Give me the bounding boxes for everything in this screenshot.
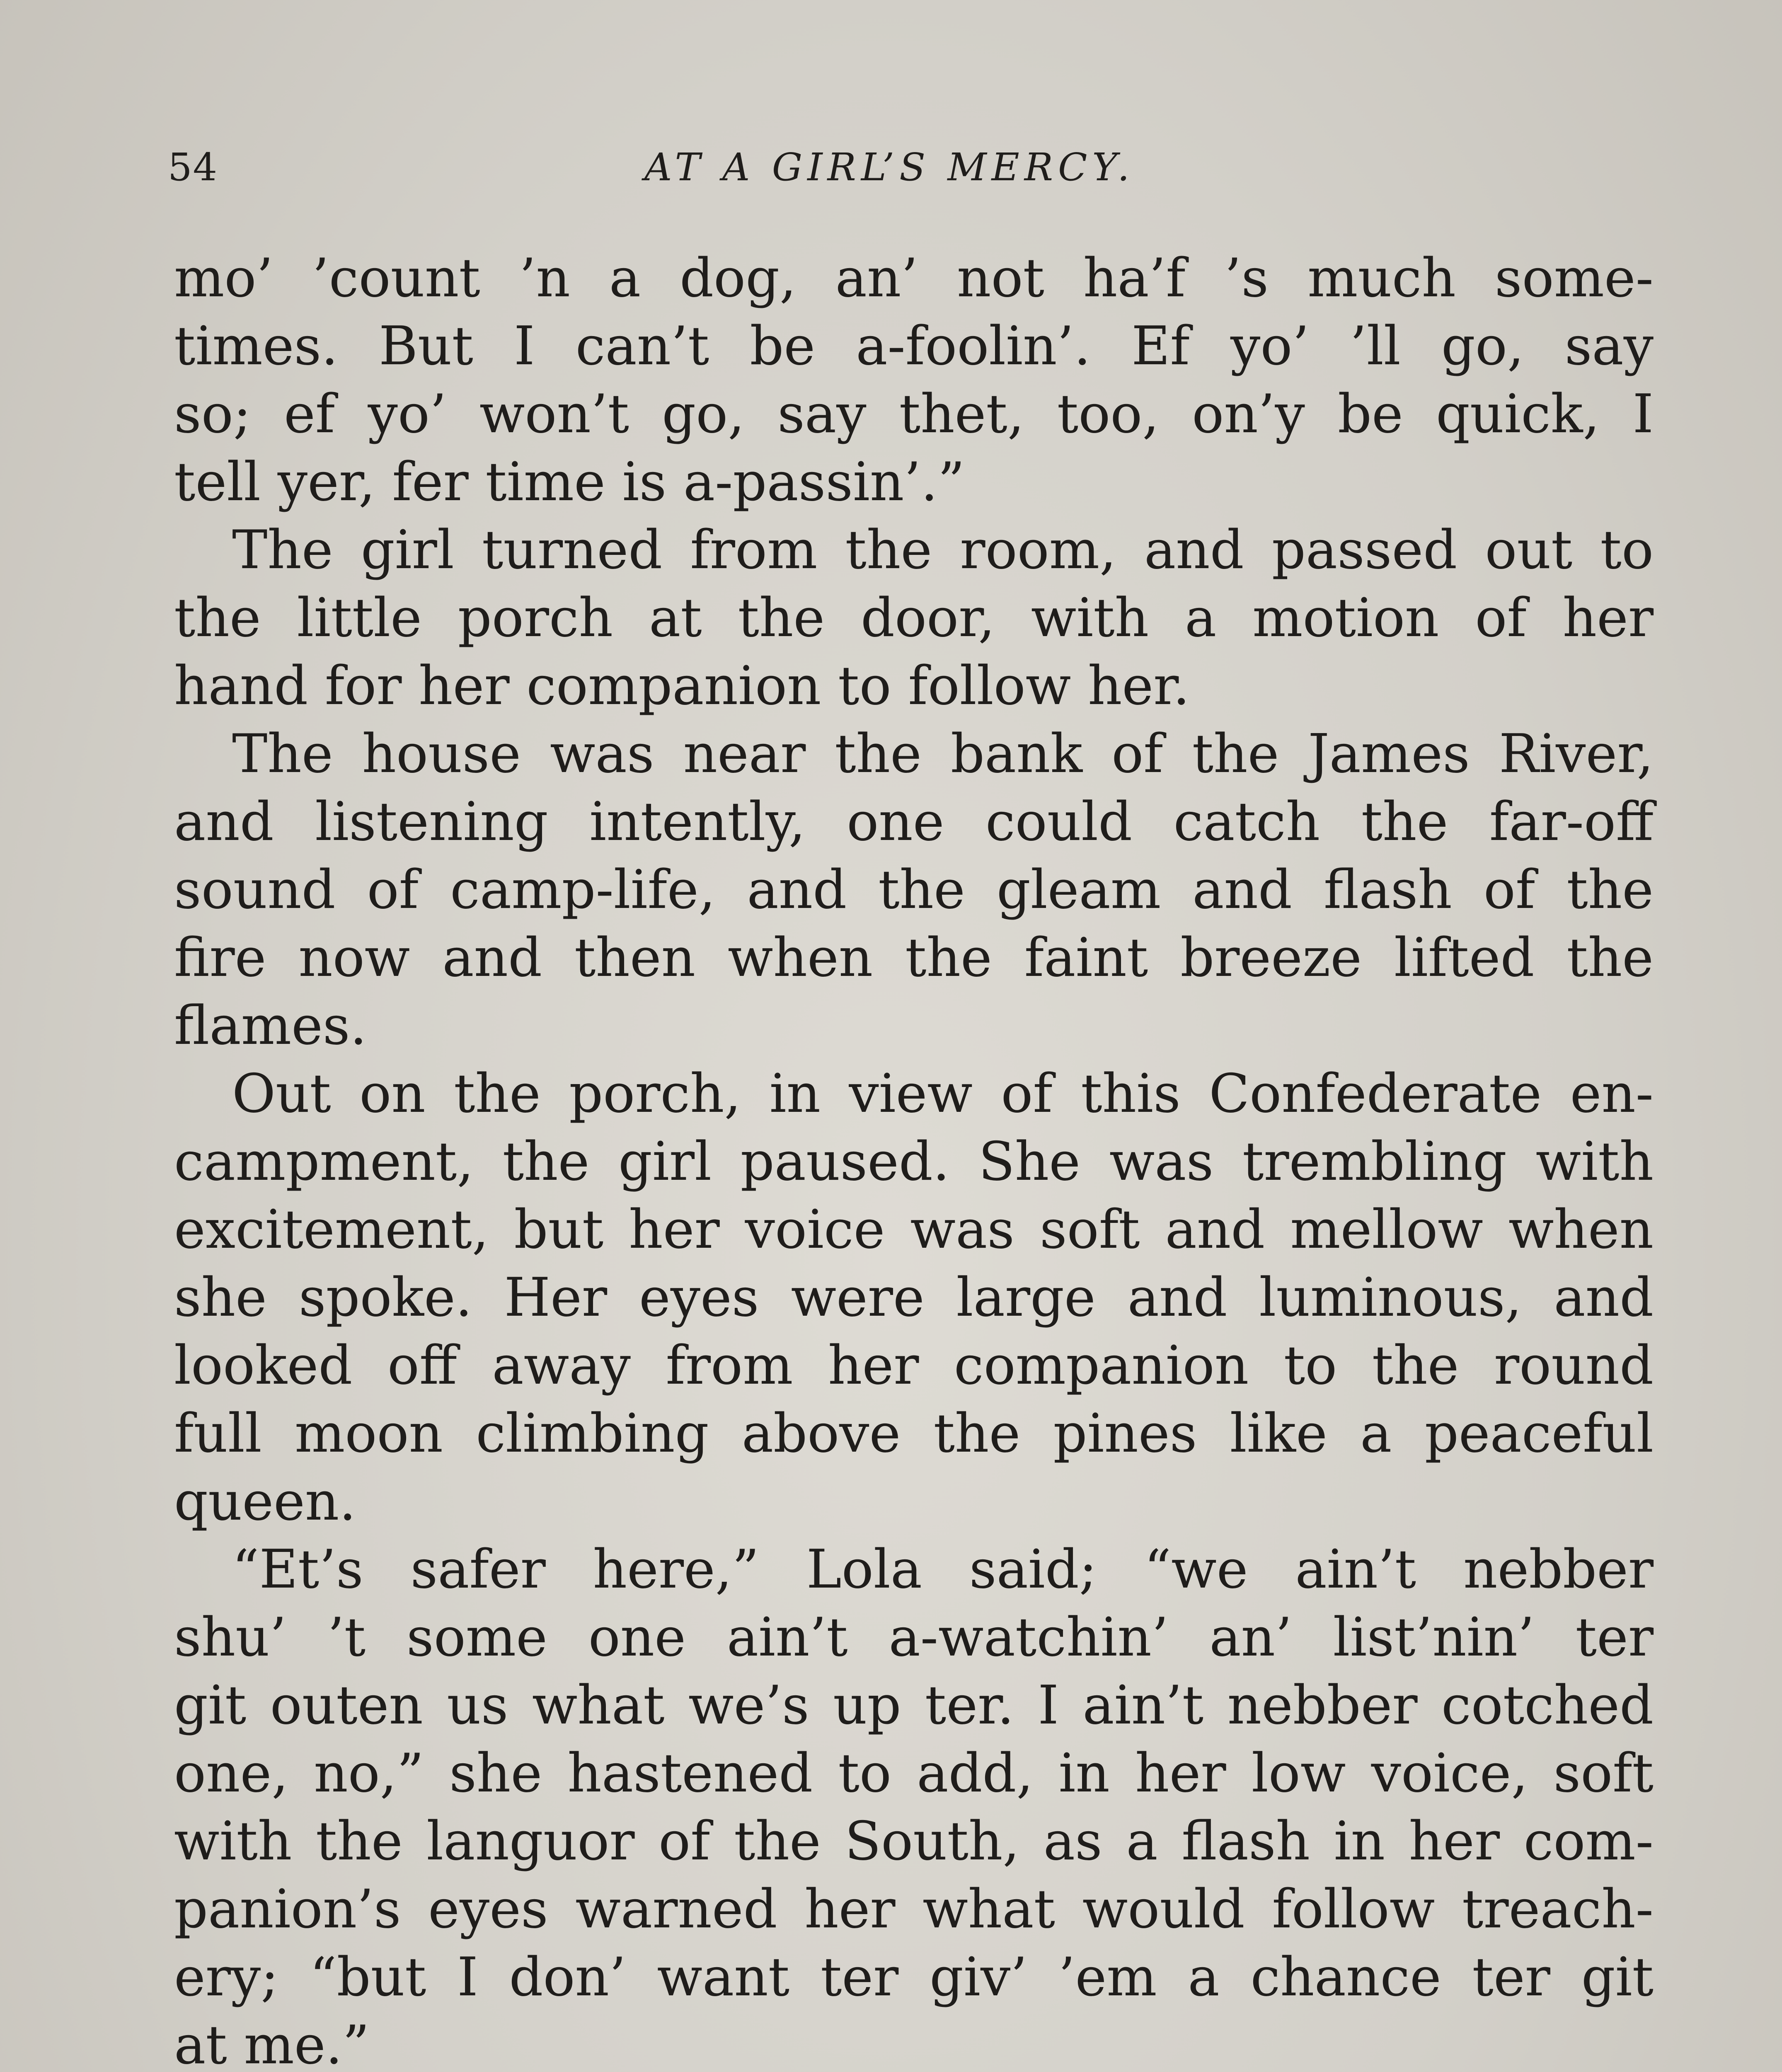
paragraph [174,516,1654,720]
text-line: tell yer, fer time is a-passin’.” [174,451,965,513]
text-line: and listening intently, one could catch the far-off [174,791,1654,853]
text-line: shu’ ’t some one ain’t a-watchin’ an’ list’nin’ ter [174,1607,1654,1668]
text-line: at me.” [174,2014,370,2072]
text-line: The house was near the bank of the James River, [232,723,1654,785]
text-line: campment, the girl paused. She was trembling with [174,1131,1654,1193]
text-line: git outen us what we’s up ter. I ain’t nebber cotched [174,1675,1654,1736]
text-line: The girl turned from the room, and passed out to [232,519,1654,581]
text-line: panion’s eyes warned her what would follow treach- [174,1878,1654,1940]
text-line: fire now and then when the faint breeze lifted the [174,927,1654,989]
text-line: so; ef yo’ won’t go, say thet, too, on’y be quick, I [174,383,1654,445]
paragraph [174,1060,1654,1536]
page-header [168,137,1660,199]
text-line: ery; “but I don’ want ter giv’ ’em a chance ter git [174,1946,1654,2008]
text-line: hand for her companion to follow her. [174,655,1190,717]
text-line: sound of camp-life, and the gleam and flash of the [174,859,1654,921]
text-line: “Et’s safer here,” Lola said; “we ain’t nebber [232,1539,1654,1600]
text-line: the little porch at the door, with a motion of her [174,587,1654,649]
text-line: queen. [174,1471,356,1532]
text-line: one, no,” she hastened to add, in her low voice, soft [174,1743,1654,1804]
text-line: excitement, but her voice was soft and mellow when [174,1199,1654,1261]
paragraph [174,1536,1654,2072]
text-line: with the languor of the South, as a flash in her com- [174,1811,1654,1872]
text-line: full moon climbing above the pines like a peaceful [174,1403,1654,1464]
text-line: she spoke. Her eyes were large and luminous, and [174,1267,1654,1329]
paragraph [174,244,1654,516]
text-line: mo’ ’count ’n a dog, an’ not ha’f ’s much some- [174,247,1654,309]
page-number: 54 [168,145,218,189]
text-line: times. But I can’t be a-foolin’. Ef yo’ ’ll go, say [174,315,1654,377]
text-line: Out on the porch, in view of this Confederate en- [232,1063,1654,1125]
body-text [174,244,1654,2072]
text-line: flames. [174,995,367,1057]
text-line: looked off away from her companion to the round [174,1335,1654,1397]
paragraph [174,720,1654,1060]
running-head: AT A GIRL’S MERCY. [644,145,1135,189]
